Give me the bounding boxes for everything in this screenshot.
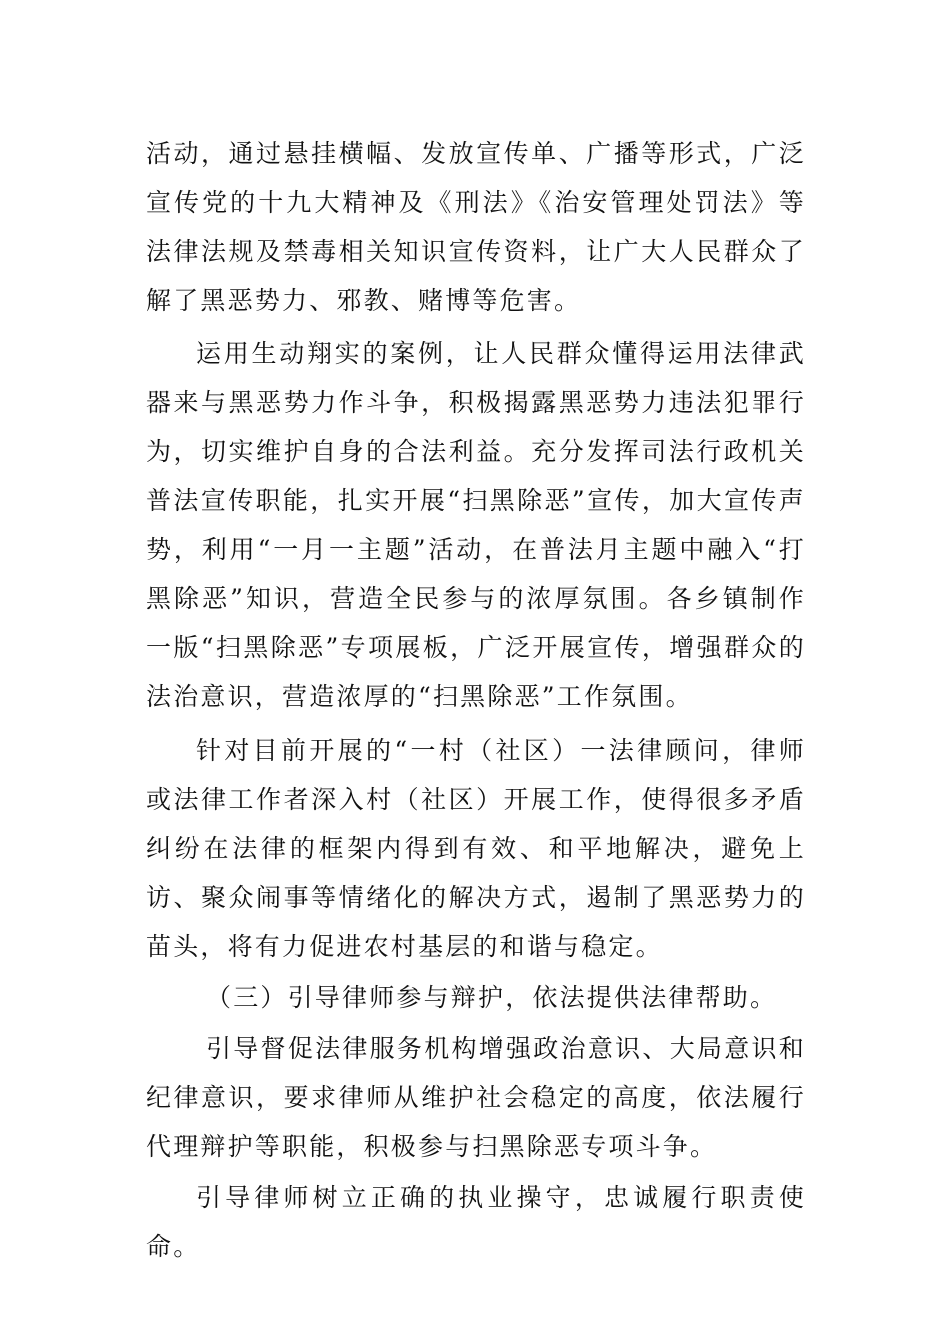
body-paragraph xyxy=(146,1024,806,1171)
paragraph-text: 运用生动翔实的案例，让人民群众懂得运用法律武器来与黑恶势力作斗争，积极揭露黑恶势力违法犯罪行为，切实维护自身的合法利益。充分发挥司法行政机关普法宣传职能，扎实开展“扫黑除恶”宣传，加大宣传声势，利用“一月一主题”活动，在普法月主题中融入“打黑除恶”知识，营造全民参与的浓厚氛围。各乡镇制作一版“扫黑除恶”专项展板，广泛开展宣传，增强群众的法治意识，营造浓厚的“扫黑除恶”工作氛围。 xyxy=(146,339,806,711)
paragraph-text: 引导律师树立正确的执业操守，忠诚履行职责使命。 xyxy=(146,1183,806,1261)
body-paragraph xyxy=(146,329,806,721)
section-heading xyxy=(146,973,806,1022)
paragraph-text: 引导督促法律服务机构增强政治意识、大局意识和纪律意识，要求律师从维护社会稳定的高度，依法履行代理辩护等职能，积极参与扫黑除恶专项斗争。 xyxy=(146,1034,806,1161)
body-paragraph xyxy=(146,726,806,971)
paragraph-text: 针对目前开展的“一村（社区）一法律顾问，律师或法律工作者深入村（社区）开展工作，使得很多矛盾纠纷在法律的框架内得到有效、和平地解决，避免上访、聚众闹事等情绪化的解决方式，遏制了黑恶势力的苗头，将有力促进农村基层的和谐与稳定。 xyxy=(146,736,806,961)
body-paragraph xyxy=(146,1173,806,1271)
body-paragraph xyxy=(146,129,806,325)
section-heading-text: （三）引导律师参与辩护，依法提供法律帮助。 xyxy=(206,983,778,1012)
paragraph-text: 活动，通过悬挂横幅、发放宣传单、广播等形式，广泛宣传党的十九大精神及《刑法》《治安管理处罚法》等法律法规及禁毒相关知识宣传资料，让广大人民群众了解了黑恶势力、邪教、赌博等危害。 xyxy=(146,139,806,315)
